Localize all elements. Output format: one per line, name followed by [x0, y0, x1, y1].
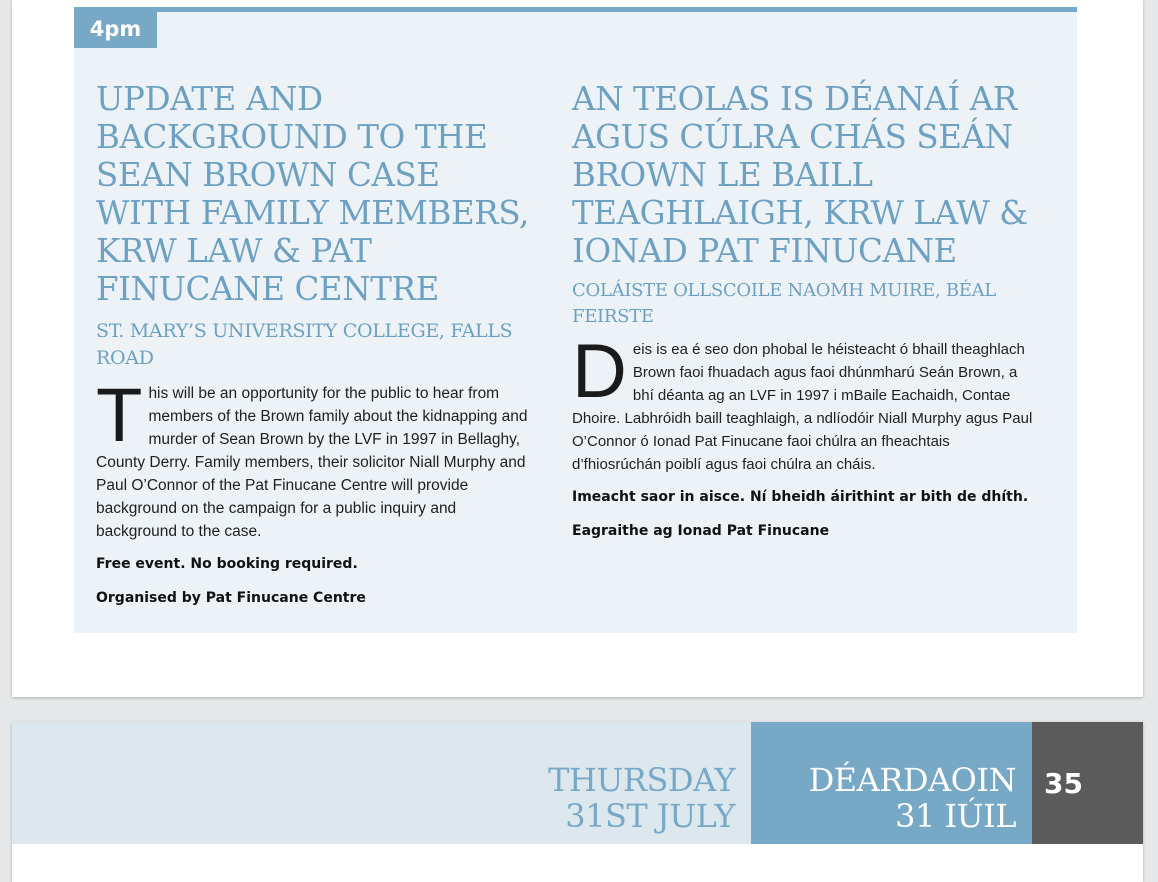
- irish-dropcap: D: [572, 329, 627, 414]
- english-event-title: UPDATE AND BACKGROUND TO THE SEAN BROWN CASE WITH FAMILY MEMBERS, KRW LAW & PAT FINUCANE CENTRE: [96, 80, 529, 308]
- page-number-box: [1032, 722, 1143, 844]
- irish-venue: COLÁISTE OLLSCOILE NAOMH MUIRE, BÉAL FEIRSTE: [572, 280, 996, 327]
- event-time-tab: 4pm: [74, 10, 157, 48]
- english-venue: ST. MARY’S UNIVERSITY COLLEGE, FALLS ROAD: [96, 320, 513, 369]
- english-date: 31ST JULY: [565, 797, 735, 835]
- irish-description: [572, 329, 1042, 476]
- irish-event-title: AN TEOLAS IS DÉANAÍ AR AGUS CÚLRA CHÁS SEÁN BROWN LE BAILL TEAGHLAIGH, KRW LAW & IONAD PAT FINUCANE: [572, 80, 1028, 270]
- page-number: 35: [1044, 767, 1083, 800]
- english-day: THURSDAY: [548, 761, 735, 799]
- irish-column: [572, 80, 1042, 542]
- english-date-banner: [12, 722, 751, 844]
- next-page: [12, 722, 1143, 882]
- english-description: [96, 373, 541, 543]
- irish-date-banner: [751, 722, 1032, 844]
- irish-organiser: Eagraithe ag Ionad Pat Finucane: [572, 523, 830, 539]
- irish-date-heading: [809, 762, 1016, 834]
- program-page: [12, 0, 1143, 697]
- irish-description-text: eis is ea é seo don phobal le héisteacht ó bhaill theaghlach Brown faoi fhuadach agus faoi dhúnmharú Seán Brown, a bhí déanta ag an LVF in 1997 i mBaile Eachaidh, Contae Dhoire. Labhróidh baill teaghlaigh, a ndlíodóir Niall Murphy agus Paul O’Connor ó Ionad Pat Finucane faoi chúlra an fheachtais d’fhiosrúchán poiblí agus faoi chúlra an cháis.: [572, 341, 1033, 473]
- english-date-heading: [548, 762, 735, 834]
- irish-booking-note: Imeacht saor in aisce. Ní bheidh áirithint ar bith de dhíth.: [572, 489, 1029, 505]
- english-dropcap: T: [96, 373, 143, 458]
- event-top-rule: [74, 7, 1077, 12]
- english-organiser: Organised by Pat Finucane Centre: [96, 590, 366, 606]
- irish-day: DÉARDAOIN: [808, 761, 1016, 799]
- english-booking-note: Free event. No booking required.: [96, 556, 358, 572]
- english-description-text: his will be an opportunity for the public to hear from members of the Brown family about the kidnapping and murder of Sean Brown by the LVF in 1997 in Bellaghy, County Derry. Family members, their solicitor Niall Murphy and Paul O’Connor of the Pat Finucane Centre will provide background on the campaign for a public inquiry and background to the case.: [96, 385, 528, 540]
- irish-date: 31 IÚIL: [895, 797, 1016, 835]
- english-column: [96, 80, 541, 609]
